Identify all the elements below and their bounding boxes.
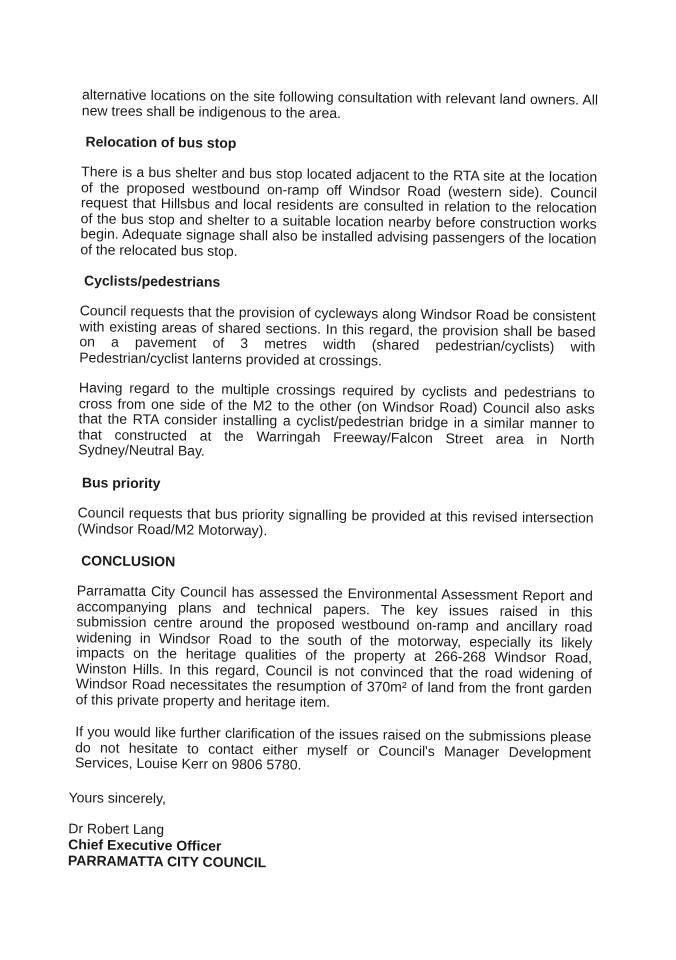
heading-relocation-of-bus-stop: Relocation of bus stop (85, 133, 237, 151)
intro-paragraph: alternative locations on the site following consultation with relevant land owners. All new trees shall be indigenous to the area. (81, 86, 599, 121)
signatory-name: Dr Robert Lang (68, 820, 165, 838)
paragraph-contact: If you would like further clarification of the issues raised on the submissions please do not hesitate to contact either myself or Council's Manager Development Services, Louise Kerr on 9806 5780. (74, 723, 592, 773)
paragraph-conclusion: Parramatta City Council has assessed the Environmental Assessment Report and accompanying plans and technical papers. The key issues raised in this submission centre around the proposed westbound on-ramp and ancillary road widening in Windsor Road to the south of the motorway, especially its likely impacts on the heritage qualities of the property at 266-268 Windsor Road, Winston Hills. In this regard, Council is not convinced that the road widening of Windsor Road necessitates the resumption of 370m² of land from the front garden of this private property and heritage item. (75, 582, 593, 710)
signatory-organisation: PARRAMATTA CITY COUNCIL (67, 852, 267, 871)
heading-cyclists-pedestrians: Cyclists/pedestrians (83, 272, 221, 290)
heading-bus-priority: Bus priority (81, 474, 161, 492)
paragraph-bus-stop: There is a bus shelter and bus stop located adjacent to the RTA site at the location of the proposed westbound on-ramp off Windsor Road (western side). Council request that Hillsbus and local residents are consulted in relation to the relocation of the bus stop and shelter to a suitable location nearby before construction works begin. Adequate signage shall also be installed advising passengers of the location of the relocated bus stop. (80, 163, 598, 259)
paragraph-cycleways: Council requests that the provision of cycleways along Windsor Road be consistent with existing areas of shared sections. In this regard, the provision shall be based on a pavement of 3 metres width (shared pedestrian/cyclists) with Pedestrian/cyclist lanterns provided at crossings. (79, 302, 596, 368)
paragraph-crossings: Having regard to the multiple crossings required by cyclists and pedestrians to cross from one side of the M2 to the other (on Windsor Road) Council also asks that the RTA consider installing a cyclist/pedestrian bridge in a similar manner to that constructed at the Warringah Freeway/Falcon Street area in North Sydney/Neutral Bay. (78, 379, 595, 459)
closing-salutation: Yours sincerely, (68, 789, 167, 807)
signatory-title: Chief Executive Officer (68, 836, 222, 854)
paragraph-bus-priority: Council requests that bus priority signalling be provided at this revised intersection (Windsor Road/M2 Motorway). (77, 504, 594, 538)
heading-conclusion: CONCLUSION (81, 552, 176, 570)
